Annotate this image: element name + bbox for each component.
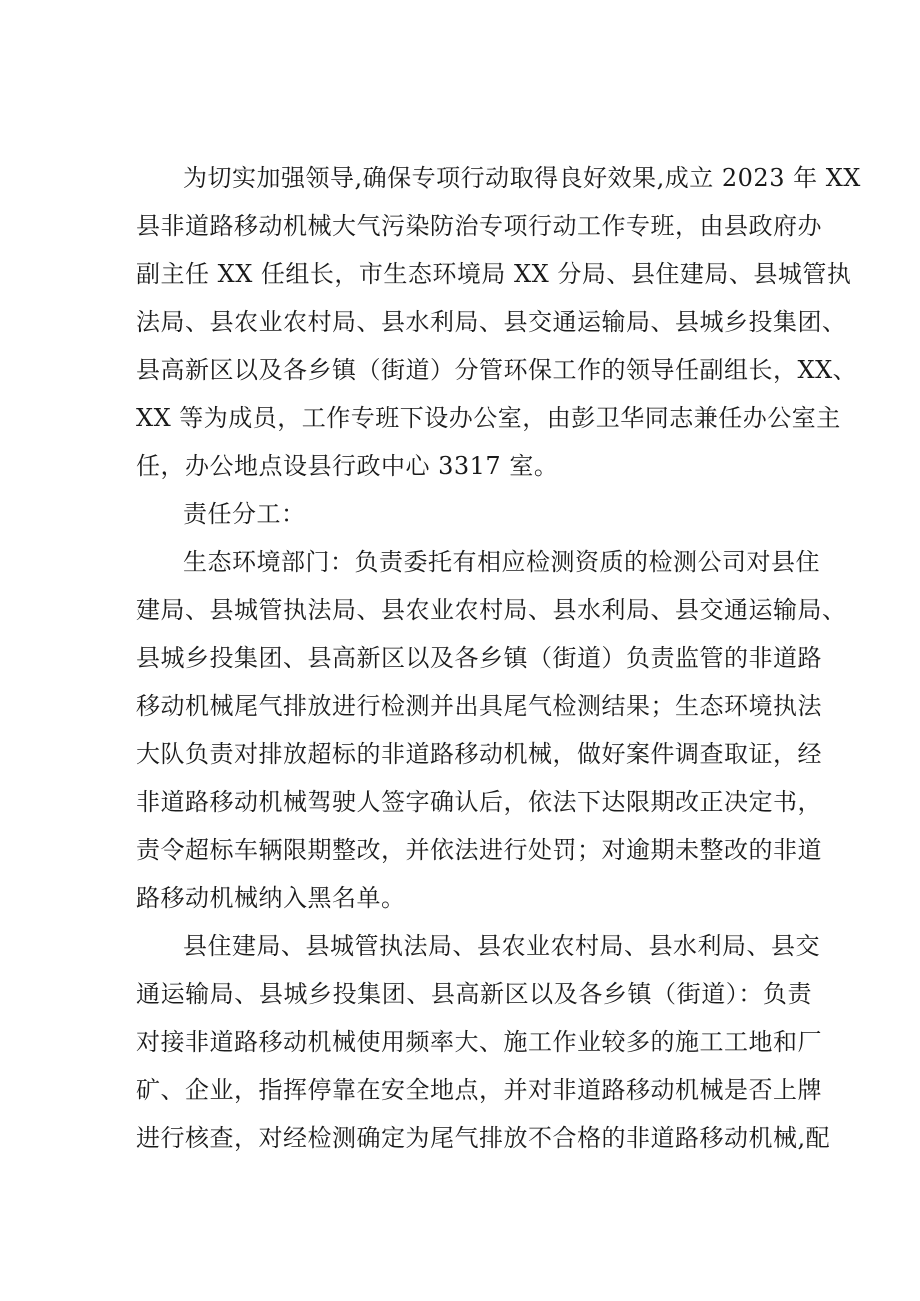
- paragraph-3-line-4: 移动机械尾气排放进行检测并出具尾气检测结果；生态环境执法: [136, 692, 822, 720]
- paragraph-3-line-6: 非道路移动机械驾驶人签字确认后，依法下达限期改正决定书，: [136, 788, 822, 816]
- paragraph-1-line-4: 法局、县农业农村局、县水利局、县交通运输局、县城乡投集团、: [136, 308, 847, 336]
- paragraph-1-line-2: 县非道路移动机械大气污染防治专项行动工作专班，由县政府办: [136, 212, 822, 240]
- paragraph-3-line-2: 建局、县城管执法局、县农业农村局、县水利局、县交通运输局、: [136, 596, 847, 624]
- section-heading-responsibilities: 责任分工：: [183, 500, 306, 528]
- paragraph-4-line-5: 进行核查，对经检测确定为尾气排放不合格的非道路移动机械,配: [136, 1124, 831, 1152]
- paragraph-3-line-7: 责令超标车辆限期整改，并依法进行处罚；对逾期未整改的非道: [136, 836, 822, 864]
- paragraph-1-line-6: XX 等为成员，工作专班下设办公室，由彭卫华同志兼任办公室主: [136, 404, 841, 432]
- paragraph-3-line-8: 路移动机械纳入黑名单。: [136, 884, 406, 912]
- paragraph-3-line-5: 大队负责对排放超标的非道路移动机械，做好案件调查取证，经: [136, 740, 822, 768]
- paragraph-1-line-1: 为切实加强领导,确保专项行动取得良好效果,成立 2023 年 XX: [183, 164, 861, 192]
- paragraph-1-line-3: 副主任 XX 任组长，市生态环境局 XX 分局、县住建局、县城管执: [136, 260, 852, 288]
- paragraph-1-line-7: 任，办公地点设县行政中心 3317 室。: [136, 452, 559, 480]
- paragraph-3-line-1: 生态环境部门：负责委托有相应检测资质的检测公司对县住: [183, 548, 820, 576]
- paragraph-4-line-2: 通运输局、县城乡投集团、县高新区以及各乡镇（街道）：负责: [136, 980, 812, 1008]
- paragraph-1-line-5: 县高新区以及各乡镇（街道）分管环保工作的领导任副组长，XX、: [136, 356, 858, 384]
- paragraph-4-line-4: 矿、企业，指挥停靠在安全地点，并对非道路移动机械是否上牌: [136, 1076, 822, 1104]
- paragraph-3-line-3: 县城乡投集团、县高新区以及各乡镇（街道）负责监管的非道路: [136, 644, 822, 672]
- paragraph-4-line-3: 对接非道路移动机械使用频率大、施工作业较多的施工工地和厂: [136, 1028, 822, 1056]
- paragraph-4-line-1: 县住建局、县城管执法局、县农业农村局、县水利局、县交: [183, 932, 820, 960]
